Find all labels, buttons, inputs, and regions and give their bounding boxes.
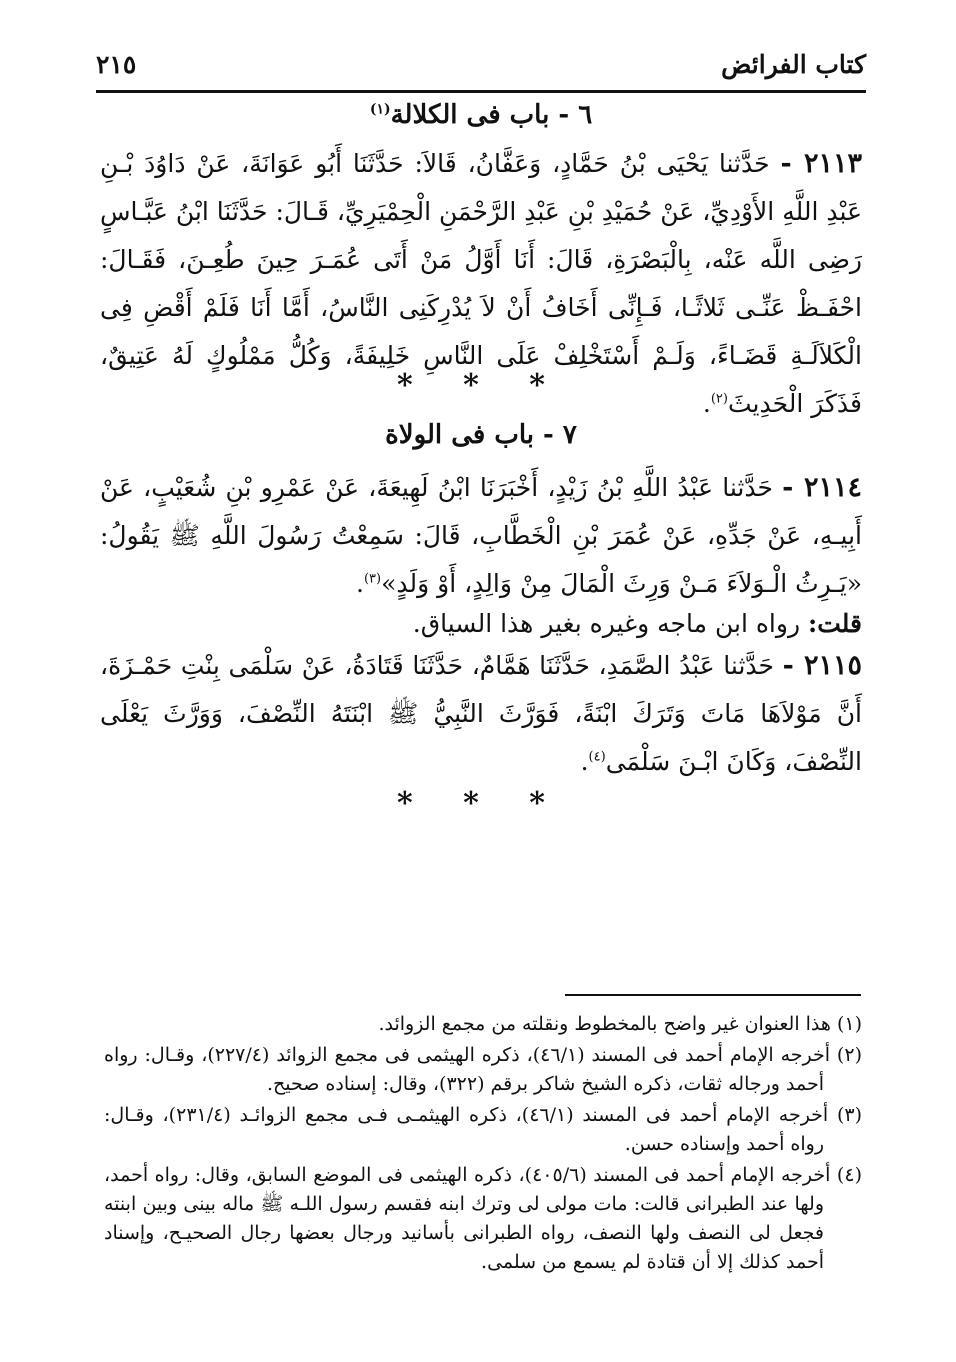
hadith-2113-text: حَدَّثنا يَحْيَى بْنُ حَمَّادٍ، وَعَفَّانُ، قَالاَ: حَدَّثَنَا أَبُو عَوَانَةَ، عَنْ دَاوُدَ بْـنِ عَبْدِ اللَّهِ الأَوْدِيِّ، عَنْ حُمَيْدِ بْنِ عَبْدِ الرَّحْمَنِ الْحِمْيَرِيِّ، قَـالَ: حَدَّثَنَا ابْنُ عَبَّـاسٍ رَضِى اللَّه عَنْه، بِالْبَصْرَةِ، قَالَ: أَنَا أَوَّلُ مَنْ أَتَى عُمَـرَ حِينَ طُعِـنَ، فَقَـالَ: احْفَـظْ عَنِّـى ثَلاثًـا، فَـإِنِّى أَخَافُ أَنْ لاَ يُدْرِكَنِى النَّاسُ، أَمَّا أَنَا فَلَمْ أَقْضِ فِى الْكَلاَلَـةِ قَضَـاءً، وَلَـمْ أَسْتَخْلِفْ عَلَى النَّاسِ خَلِيفَةً، وَكُلُّ مَمْلُوكٍ لَهُ عَتِيقٌ، فَذَكَرَ الْحَدِيثَ bbox=[100, 149, 862, 418]
qult-label: قلت: bbox=[807, 609, 862, 638]
footnote-ref-2: (٢) bbox=[710, 391, 728, 407]
qult-note bbox=[100, 600, 862, 648]
footnote-3: (٣) أخرجه الإمام أحمد فى المسند (٤٦/١)، ذكره الهيثمـى فـى مجمع الزوائـد (٢٣١/٤)، وقـال: رواه أحمد وإسناده حسن. bbox=[104, 1104, 862, 1155]
section-divider-stars: * * * bbox=[397, 368, 565, 403]
footnote-ref-1: (١) bbox=[369, 101, 391, 118]
hadith-2115-end: . bbox=[580, 747, 589, 776]
footnote-1: (١) هذا العنوان غير واضح بالمخطوط ونقلته من مجمع الزوائد. bbox=[378, 1013, 862, 1035]
footnote-2: (٢) أخرجه الإمام أحمد فى المسند (٤٦/١)، ذكره الهيثمى فى مجمع الزوائد (٢٢٧/٤)، وقـال: رواه أحمد ورجاله ثقات، ذكره الشيخ شاكر برقم (٣٢٢)، وقال: إسناده صحيح. bbox=[104, 1044, 862, 1095]
chapter-heading-6 bbox=[96, 100, 866, 130]
footnote-ref-3: (٣) bbox=[363, 571, 382, 587]
hadith-2114-end: . bbox=[356, 569, 364, 598]
hadith-number-2113: ٢١١٣ - bbox=[780, 148, 863, 179]
end-divider-stars: * * * bbox=[397, 786, 565, 821]
hadith-2114 bbox=[100, 464, 862, 608]
qult-text: رواه ابن ماجه وغيره بغير هذا السياق. bbox=[412, 609, 801, 638]
chapter-heading-7: ٧ - باب فى الولاة bbox=[385, 420, 577, 450]
page-header bbox=[96, 48, 866, 90]
header-rule bbox=[96, 90, 866, 93]
page-number: ٢١٥ bbox=[96, 50, 137, 79]
hadith-2115 bbox=[100, 642, 862, 786]
hadith-2113-end: . bbox=[702, 389, 711, 418]
book-title: كتاب الفرائض bbox=[721, 50, 866, 79]
footnote-4: (٤) أخرجه الإمام أحمد فى المسند (٤٠٥/٦)، ذكره الهيثمى فى الموضع السابق، وقال: رواه أحمد، ولها عند الطبرانى قالت: مات مولى لى وترك ابنه فقسم رسول اللـه ﷺ ماله بينى وبين ابنته فجعل لى النصف ولها النصف، رواه الطبرانى بأسانيد ورجال بعضها رجال الصحيـح، وإسناد أحمد كذلك إلا أن قتادة لم يسمع من سلمى. bbox=[104, 1164, 862, 1273]
hadith-number-2115: ٢١١٥ - bbox=[782, 650, 862, 681]
hadith-2115-text: حَدَّثنا عَبْدُ الصَّمَدِ، حَدَّثَنَا هَمَّامٌ، حَدَّثَنَا قَتَادَةُ، عَنْ سَلْمَى بِنْتِ حَمْـزَةَ، أَنَّ مَوْلاَهَا مَاتَ وَتَرَكَ ابْنَةً، فَوَرَّثَ النَّبِيُّ ﷺ ابْنَتَهُ النِّصْفَ، وَوَرَّثَ يَعْلَى النِّصْفَ، وَكَانَ ابْـنَ سَلْمَى bbox=[100, 651, 862, 776]
footnotes bbox=[104, 1010, 862, 1279]
hadith-number-2114: ٢١١٤ - bbox=[782, 472, 862, 503]
chapter-heading-6-text: ٦ - باب فى الكلالة bbox=[390, 100, 593, 130]
hadith-2114-text: حَدَّثنا عَبْدُ اللَّهِ بْنُ زَيْدٍ، أَخْبَرَنَا ابْنُ لَهِيعَةَ، عَنْ عَمْرِو بْنِ شُعَيْبٍ، عَنْ أَبِيـهِ، عَنْ جَدِّهِ، عَنْ عُمَرَ بْنِ الْخَطَّابِ، قَالَ: سَمِعْتُ رَسُولَ اللَّهِ ﷺ يَقُولُ: «يَـرِثُ الْـوَلاَءَ مَـنْ وَرِثَ الْمَالَ مِنْ وَالِدٍ، أَوْ وَلَدٍ» bbox=[100, 473, 862, 598]
footnote-ref-4: (٤) bbox=[588, 749, 606, 765]
footnote-rule bbox=[565, 994, 861, 996]
